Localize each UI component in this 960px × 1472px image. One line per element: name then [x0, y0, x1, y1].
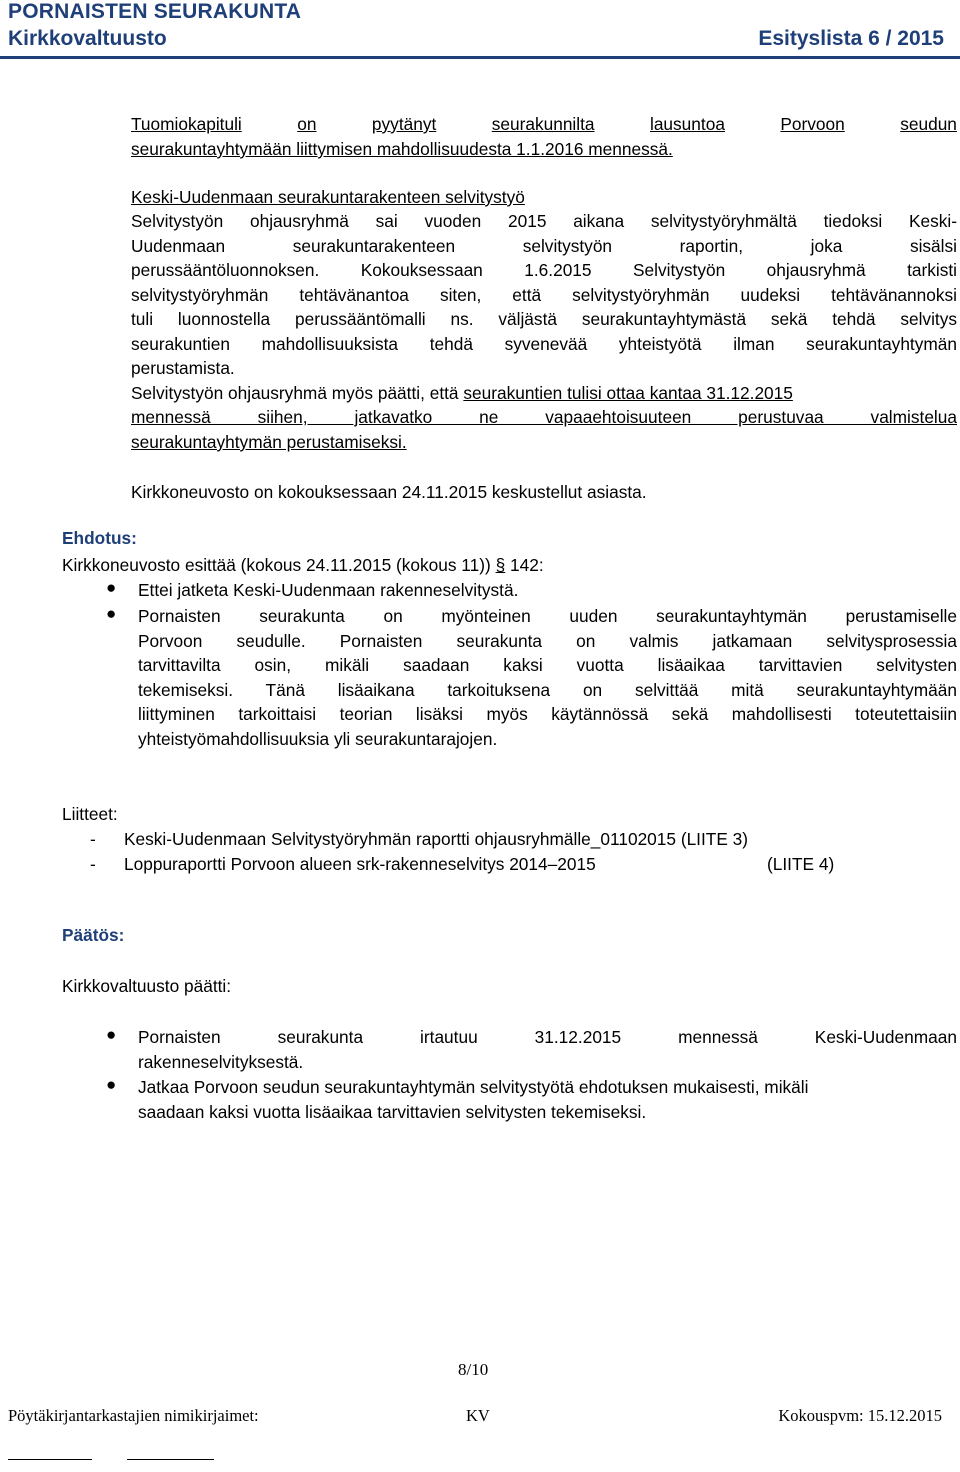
decision-word: Pornaisten: [138, 1027, 221, 1047]
attachment-item: Keski-Uudenmaan Selvitystyöryhmän raportti ohjausryhmälle_01102015 (LIITE 3): [124, 829, 749, 849]
survey-line: seurakuntien mahdollisuuksista tehdä syvenevää yhteistyötä ilman seurakuntayhtymän: [131, 334, 957, 354]
council-note: Kirkkoneuvosto on kokouksessaan 24.11.2015 keskustellut asiasta.: [131, 482, 647, 502]
proposal-bullet-2-line: tekemiseksi. Tänä lisäaikana tarkoituksena on selvittää mitä seurakuntayhtymään: [138, 680, 957, 700]
dash-marker: -: [90, 829, 96, 849]
decision-bullet-2-line: saadaan kaksi vuotta lisäaikaa tarvittavien selvitysten tekemiseksi.: [138, 1102, 647, 1122]
survey-line: perussääntöluonnoksen. Kokouksessaan 1.6.2015 Selvitystyön ohjausryhmä tarkisti: [131, 260, 957, 280]
body-name: Kirkkovaltuusto: [8, 27, 167, 50]
survey-text-underlined: seurakuntien tulisi ottaa kantaa 31.12.2015: [463, 383, 793, 403]
intro-word: Tuomiokapituli: [131, 114, 242, 134]
page-header: [0, 0, 960, 60]
survey-line: mennessä siihen, jatkavatko ne vapaaehtoisuuteen perustuvaa valmistelua: [131, 407, 957, 427]
org-name: PORNAISTEN SEURAKUNTA: [8, 0, 302, 23]
proposal-bullet-2-line: Porvoon seudulle. Pornaisten seurakunta on valmis jatkamaan selvitysprosessia: [138, 631, 957, 651]
intro-line-1: [131, 112, 957, 137]
meeting-date: Kokouspvm: 15.12.2015: [778, 1406, 942, 1425]
intro-word: on: [297, 114, 317, 134]
survey-line: Selvitystyön ohjausryhmä sai vuoden 2015 aikana selvitystyöryhmältä tiedoksi Keski-: [131, 211, 957, 231]
survey-line: Uudenmaan seurakuntarakenteen selvitystyön raportin, joka sisälsi: [131, 236, 957, 256]
proposal-intro: [62, 553, 544, 578]
proposal-bullet-2-line: yhteistyömahdollisuuksia yli seurakuntarajojen.: [138, 729, 498, 749]
bullet-icon: ●: [106, 604, 117, 623]
proposal-bullet-1: Ettei jatketa Keski-Uudenmaan rakenneselvitystä.: [138, 580, 519, 600]
decision-intro: Kirkkovaltuusto päätti:: [62, 976, 232, 996]
proposal-bullet-2-line: liittyminen tarkoittaisi teorian lisäksi myös käytännössä sekä mahdollisesti toteutettaisiin: [138, 704, 957, 724]
attachment-item: (LIITE 4): [767, 854, 835, 874]
intro-word: seudun: [900, 114, 957, 134]
attachment-item: Loppuraportti Porvoon alueen srk-rakenneselvitys 2014–2015: [124, 854, 596, 874]
proposal-intro-number: 142:: [505, 555, 544, 575]
proposal-bullet-2-line: Pornaisten seurakunta on myönteinen uuden seurakuntayhtymän perustamiselle: [138, 606, 957, 626]
decision-word: mennessä: [678, 1027, 758, 1047]
attachments-heading: Liitteet:: [62, 804, 118, 824]
dash-marker: -: [90, 854, 96, 874]
signer-initials: KV: [466, 1406, 490, 1425]
decision-word: 31.12.2015: [534, 1027, 622, 1047]
page-number: 8/10: [458, 1360, 489, 1379]
survey-heading: Keski-Uudenmaan seurakuntarakenteen selvitystyö: [131, 187, 525, 207]
intro-word: seurakunnilta: [491, 114, 595, 134]
survey-line: perustamista.: [131, 358, 235, 378]
proposal-bullet-2-line: tarvittavilta osin, mikäli saadaan kaksi vuotta lisäaikaa tarvittavien selvitysten: [138, 655, 957, 675]
decision-word: Keski-Uudenmaan: [814, 1027, 957, 1047]
intro-line-2: seurakuntayhtymään liittymisen mahdollisuudesta 1.1.2016 mennessä.: [131, 139, 673, 159]
intro-word: lausuntoa: [649, 114, 725, 134]
bullet-icon: ●: [106, 1025, 117, 1044]
decision-heading: Päätös:: [62, 925, 125, 945]
decision-bullet-1-line: rakenneselvityksestä.: [138, 1052, 304, 1072]
survey-line: seurakuntayhtymän perustamiseksi.: [131, 432, 407, 452]
survey-text: Selvitystyön ohjausryhmä myös päätti, että: [131, 383, 464, 403]
bullet-icon: ●: [106, 1075, 117, 1094]
intro-word: pyytänyt: [371, 114, 437, 134]
decision-bullet-2-line: Jatkaa Porvoon seudun seurakuntayhtymän selvitystyötä ehdotuksen mukaisesti, mikäli: [138, 1077, 809, 1097]
decision-bullet-1-line: [138, 1025, 957, 1050]
bullet-icon: ●: [106, 578, 117, 597]
decision-word: irtautuu: [420, 1027, 478, 1047]
signature-line: [8, 1459, 92, 1460]
survey-line: [131, 381, 957, 406]
survey-line: selvitystyöryhmän tehtävänantoa siten, että selvitystyöryhmän uudeksi tehtävänannoksi: [131, 285, 957, 305]
proposal-heading: Ehdotus:: [62, 528, 137, 548]
signers-label: Pöytäkirjantarkastajien nimikirjaimet:: [8, 1406, 259, 1425]
header-divider: [0, 56, 960, 59]
agenda-number: Esityslista 6 / 2015: [758, 27, 944, 50]
section-sign: §: [495, 555, 506, 575]
intro-word: Porvoon: [780, 114, 845, 134]
signature-line: [127, 1459, 214, 1460]
decision-word: seurakunta: [277, 1027, 364, 1047]
proposal-intro-text: Kirkkoneuvosto esittää (kokous 24.11.2015 (kokous 11)): [62, 555, 496, 575]
survey-line: tuli luonnostella perussääntömalli ns. väljästä seurakuntayhtymästä sekä tehdä selvitys: [131, 309, 957, 329]
